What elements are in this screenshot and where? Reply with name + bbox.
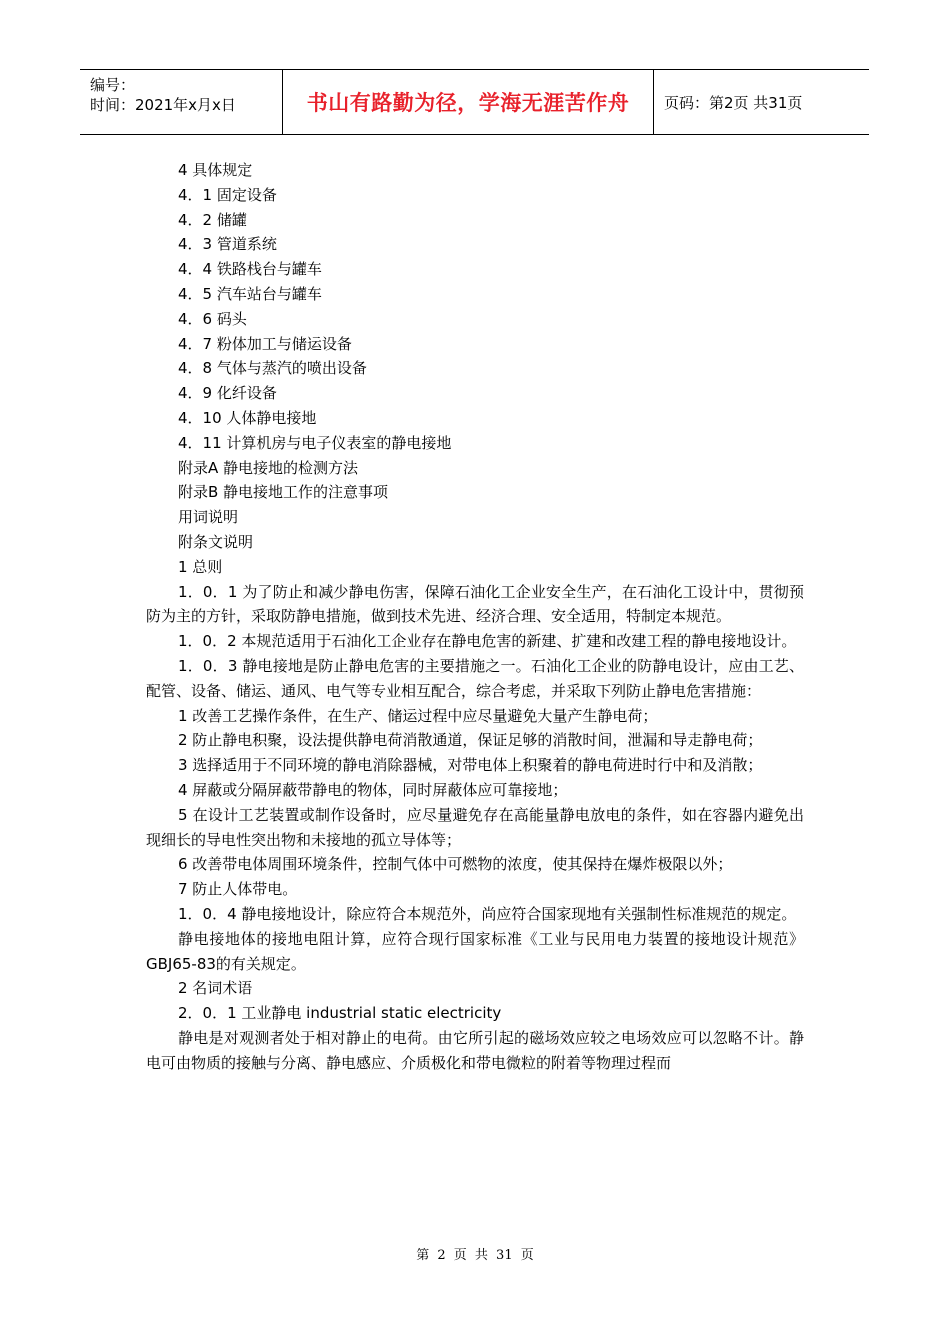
paragraph: 1．0．3 静电接地是防止静电危害的主要措施之一。石油化工企业的防静电设计，应由工艺、配管、设备、储运、通风、电气等专业相互配合，综合考虑，并采取下列防止静电危害措施： <box>146 656 804 700</box>
document-number-label: 编号： <box>90 76 136 94</box>
document-body <box>146 158 804 1075</box>
section-heading: 1 总则 <box>178 557 223 576</box>
toc-line: 4．1 固定设备 <box>178 185 277 204</box>
toc-line: 4．10 人体静电接地 <box>178 408 317 427</box>
list-item: 2 防止静电积聚，设法提供静电荷消散通道，保证足够的消散时间，泄漏和导走静电荷； <box>178 731 763 750</box>
list-item: 6 改善带电体周围环境条件，控制气体中可燃物的浓度，使其保持在爆炸极限以外； <box>178 855 733 874</box>
list-item: 4 屏蔽或分隔屏蔽带静电的物体，同时屏蔽体应可靠接地； <box>178 780 568 799</box>
document-date-label: 时间：2021年x月x日 <box>90 96 236 114</box>
toc-line: 4 具体规定 <box>178 161 253 179</box>
toc-line: 4．3 管道系统 <box>178 235 277 254</box>
toc-line: 附条文说明 <box>178 532 254 551</box>
page-footer: 第 2 页 共 31 页 <box>416 1248 534 1263</box>
list-item: 5 在设计工艺装置或制作设备时，应尽量避免存在高能量静电放电的条件，如在容器内避免出现细长的导电性突出物和未接地的孤立导体等； <box>146 805 804 849</box>
toc-line: 附录B 静电接地工作的注意事项 <box>178 483 389 502</box>
list-item: 7 防止人体带电。 <box>178 880 298 899</box>
toc-line: 附录A 静电接地的检测方法 <box>178 458 359 477</box>
motto-text: 书山有路勤为径，学海无涯苦作舟 <box>306 90 630 115</box>
list-item: 3 选择适用于不同环境的静电消除器械，对带电体上积聚着的静电荷进时行中和及消散； <box>178 756 763 775</box>
toc-line: 4．4 铁路栈台与罐车 <box>178 260 322 279</box>
toc-line: 用词说明 <box>178 508 239 527</box>
header-page-cell <box>654 70 869 134</box>
section-heading: 2 名词术语 <box>178 979 253 998</box>
paragraph: 静电接地体的接地电阻计算，应符合现行国家标准《工业与民用电力装置的接地设计规范》GBJ65-83的有关规定。 <box>146 929 804 973</box>
toc-line: 4．5 汽车站台与罐车 <box>178 284 322 303</box>
toc-line: 4．9 化纤设备 <box>178 384 277 403</box>
paragraph: 1．0．1 为了防止和减少静电伤害，保障石油化工企业安全生产，在石油化工设计中，贯彻预防为主的方针，采取防静电措施，做到技术先进、经济合理、安全适用，特制定本规范。 <box>146 582 804 626</box>
toc-line: 4．7 粉体加工与储运设备 <box>178 334 352 353</box>
paragraph: 1．0．2 本规范适用于石油化工企业存在静电危害的新建、扩建和改建工程的静电接地设计。 <box>178 632 797 651</box>
list-item: 1 改善工艺操作条件，在生产、储运过程中应尽量避免大量产生静电荷； <box>178 706 658 725</box>
header-page-info: 页码：第2页 共31页 <box>664 93 803 112</box>
paragraph: 静电是对观测者处于相对静止的电荷。由它所引起的磁场效应较之电场效应可以忽略不计。静电可由物质的接触与分离、静电感应、介质极化和带电微粒的附着等物理过程而 <box>146 1028 804 1072</box>
page-header <box>80 69 869 135</box>
paragraph: 1．0．4 静电接地设计，除应符合本规范外，尚应符合国家现地有关强制性标准规范的规定。 <box>178 904 797 923</box>
header-left-cell <box>80 70 282 134</box>
toc-line: 4．8 气体与蒸汽的喷出设备 <box>178 359 367 378</box>
toc-line: 4．2 储罐 <box>178 210 247 229</box>
toc-line: 4．11 计算机房与电子仪表室的静电接地 <box>178 433 452 452</box>
header-motto-cell <box>282 70 654 134</box>
toc-line: 4．6 码头 <box>178 309 247 328</box>
term-heading: 2．0．1 工业静电 industrial static electricity <box>178 1004 502 1023</box>
